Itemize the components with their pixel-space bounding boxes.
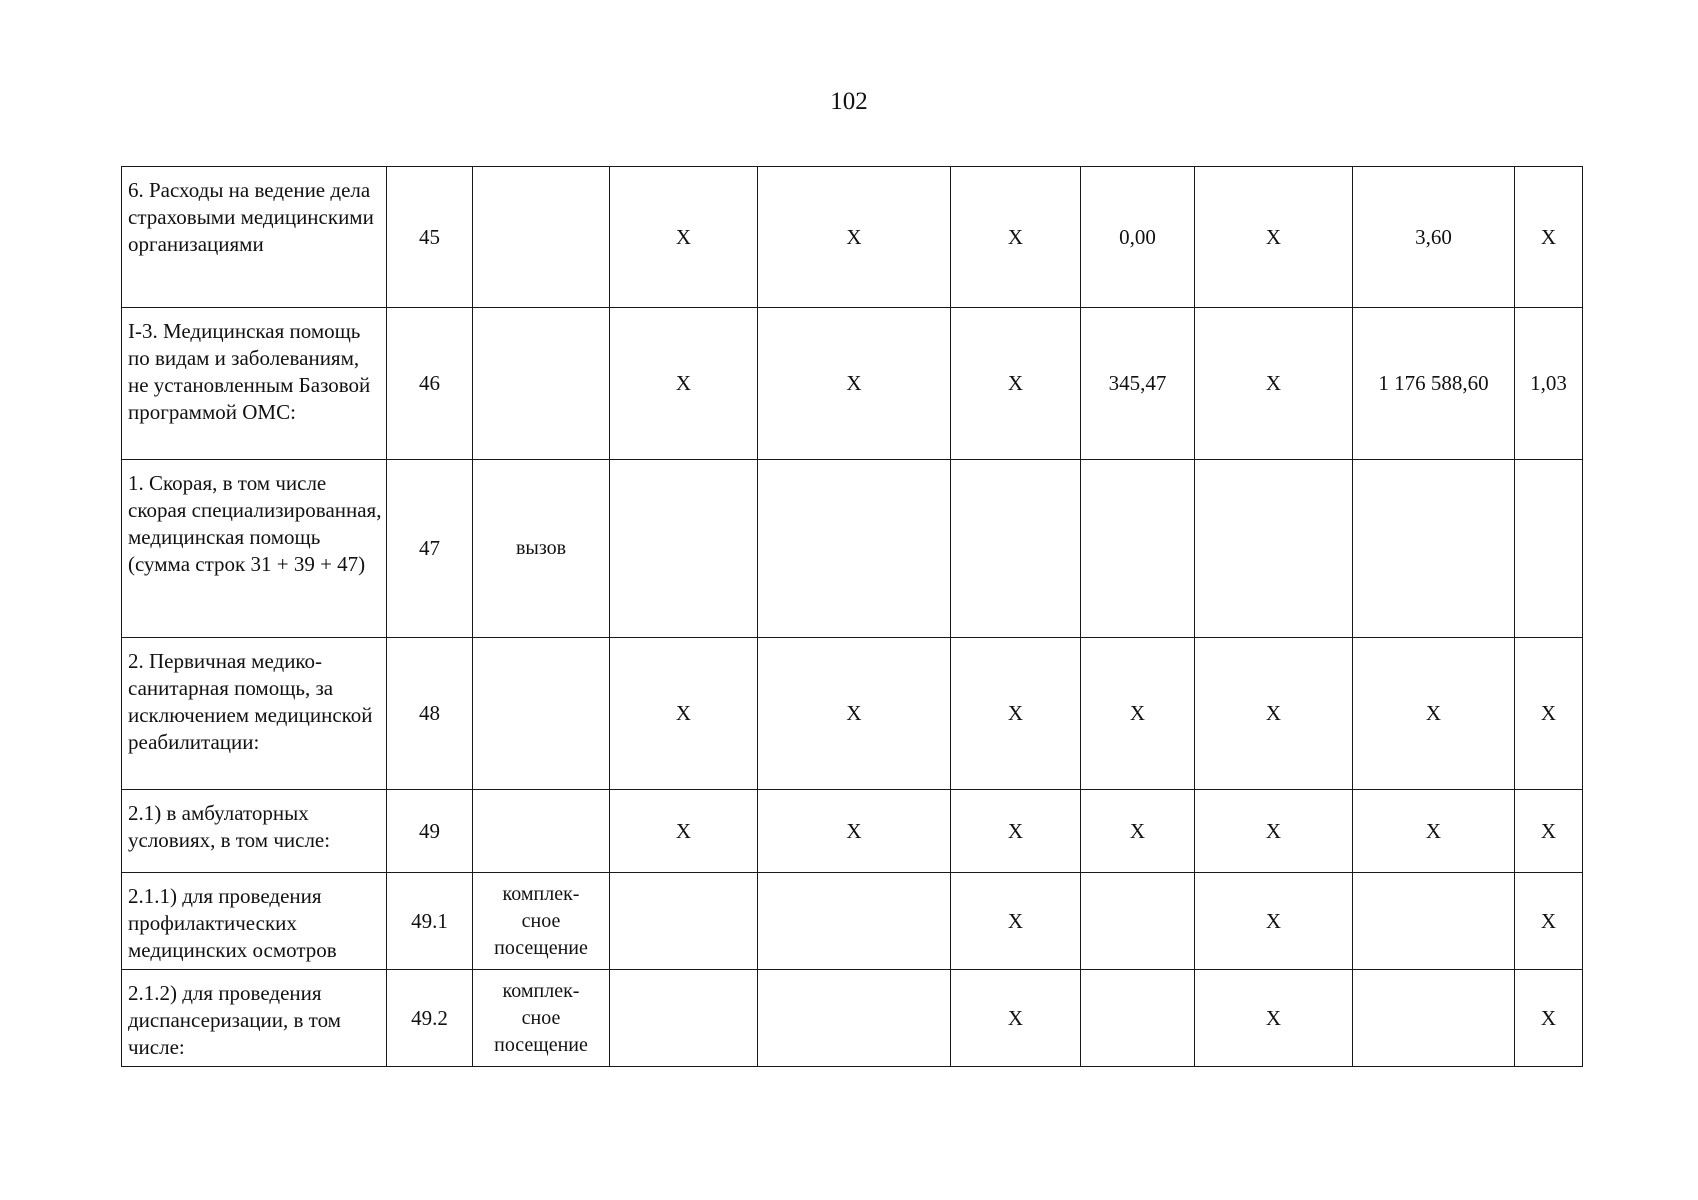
data-table <box>121 166 1583 1067</box>
unit-cell <box>473 638 610 790</box>
value-cell: X <box>758 638 951 790</box>
value-cell: X <box>1515 167 1583 308</box>
value-cell: X <box>951 873 1081 970</box>
row-number-cell: 46 <box>387 308 473 460</box>
unit-cell: комплек- сное посещение <box>473 970 610 1067</box>
value-cell <box>1353 970 1515 1067</box>
value-cell <box>1515 460 1583 638</box>
unit-cell: вызов <box>473 460 610 638</box>
value-cell: 345,47 <box>1081 308 1195 460</box>
value-cell <box>1081 873 1195 970</box>
value-cell: X <box>610 790 758 873</box>
value-cell: X <box>1353 790 1515 873</box>
value-cell: X <box>951 167 1081 308</box>
unit-cell <box>473 790 610 873</box>
value-cell: X <box>1081 638 1195 790</box>
value-cell: X <box>1515 790 1583 873</box>
value-cell: X <box>1195 167 1353 308</box>
unit-cell <box>473 308 610 460</box>
row-name-cell: 2.1.1) для проведения профилактических медицинских осмотров <box>122 873 387 970</box>
value-cell <box>1081 970 1195 1067</box>
value-cell: X <box>1515 873 1583 970</box>
page-number: 102 <box>830 88 868 115</box>
row-name-cell: 2.1.2) для проведения диспансеризации, в том числе: <box>122 970 387 1067</box>
value-cell: 1,03 <box>1515 308 1583 460</box>
row-number-cell: 49 <box>387 790 473 873</box>
table-row <box>122 790 1583 873</box>
value-cell: X <box>1353 638 1515 790</box>
value-cell: X <box>758 167 951 308</box>
value-cell: X <box>758 308 951 460</box>
row-number-cell: 49.1 <box>387 873 473 970</box>
row-name-cell: 6. Расходы на ведение дела страховыми медицинскими организациями <box>122 167 387 308</box>
value-cell: X <box>951 970 1081 1067</box>
value-cell: X <box>951 790 1081 873</box>
row-name-cell: 2.1) в амбулаторных условиях, в том числе: <box>122 790 387 873</box>
value-cell <box>610 460 758 638</box>
value-cell: X <box>1515 970 1583 1067</box>
value-cell: X <box>1195 308 1353 460</box>
row-number-cell: 45 <box>387 167 473 308</box>
table-row <box>122 873 1583 970</box>
value-cell: 0,00 <box>1081 167 1195 308</box>
value-cell: X <box>610 308 758 460</box>
value-cell <box>610 873 758 970</box>
row-number-cell: 47 <box>387 460 473 638</box>
value-cell: X <box>610 638 758 790</box>
table-row <box>122 460 1583 638</box>
unit-cell: комплек- сное посещение <box>473 873 610 970</box>
value-cell: X <box>1195 970 1353 1067</box>
row-name-cell: I-3. Медицинская помощь по видам и заболеваниям, не установленным Базовой программой ОМС: <box>122 308 387 460</box>
value-cell: X <box>1195 790 1353 873</box>
value-cell: 3,60 <box>1353 167 1515 308</box>
value-cell: X <box>610 167 758 308</box>
table-row <box>122 167 1583 308</box>
value-cell: X <box>758 790 951 873</box>
table-row <box>122 970 1583 1067</box>
table-row <box>122 638 1583 790</box>
row-number-cell: 48 <box>387 638 473 790</box>
value-cell <box>758 970 951 1067</box>
value-cell <box>951 460 1081 638</box>
value-cell: X <box>1195 638 1353 790</box>
value-cell <box>610 970 758 1067</box>
row-number-cell: 49.2 <box>387 970 473 1067</box>
value-cell <box>1353 460 1515 638</box>
value-cell: X <box>1515 638 1583 790</box>
value-cell <box>758 873 951 970</box>
value-cell <box>1081 460 1195 638</box>
value-cell: X <box>1081 790 1195 873</box>
value-cell <box>1195 460 1353 638</box>
value-cell: X <box>1195 873 1353 970</box>
row-name-cell: 2. Первичная медико-санитарная помощь, за исключением медицинской реабилитации: <box>122 638 387 790</box>
unit-cell <box>473 167 610 308</box>
table-row <box>122 308 1583 460</box>
value-cell: 1 176 588,60 <box>1353 308 1515 460</box>
row-name-cell: 1. Скорая, в том числе скорая специализированная, медицинская помощь (сумма строк 31 + 39 + 47) <box>122 460 387 638</box>
value-cell: X <box>951 638 1081 790</box>
value-cell <box>1353 873 1515 970</box>
value-cell <box>758 460 951 638</box>
value-cell: X <box>951 308 1081 460</box>
